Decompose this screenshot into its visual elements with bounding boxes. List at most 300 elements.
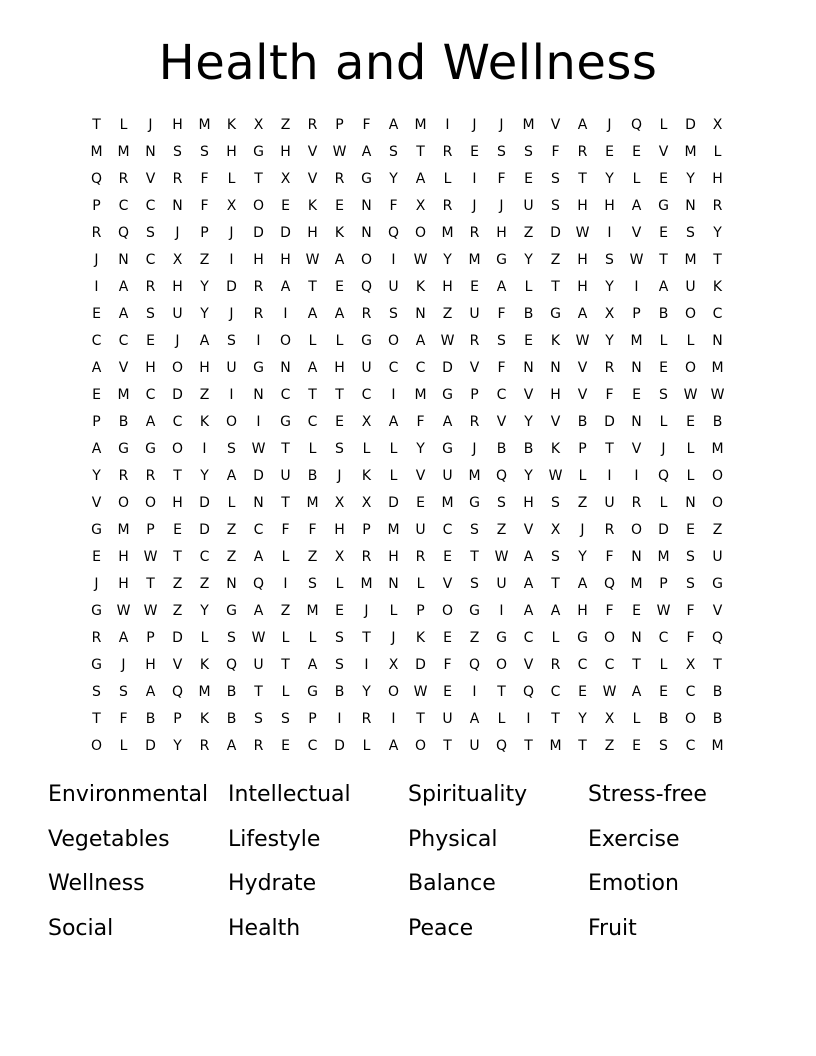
grid-letter: I	[607, 468, 612, 484]
grid-letter: S	[497, 495, 506, 511]
grid-letter: H	[280, 252, 291, 268]
grid-letter: M	[90, 144, 103, 160]
grid-letter: L	[632, 711, 641, 727]
grid-letter: E	[632, 387, 641, 403]
grid-letter: E	[146, 333, 155, 349]
word-list	[48, 775, 768, 953]
grid-letter: R	[442, 198, 453, 214]
grid-letter: W	[440, 333, 455, 349]
grid-letter: L	[200, 630, 209, 646]
grid-letter: M	[711, 441, 724, 457]
grid-letter: G	[469, 603, 480, 619]
grid-letter: A	[496, 279, 507, 295]
grid-letter: C	[199, 549, 210, 565]
grid-letter: D	[334, 738, 345, 754]
grid-letter: H	[226, 144, 237, 160]
grid-letter: G	[118, 441, 129, 457]
grid-letter: A	[334, 306, 345, 322]
grid-letter: M	[117, 387, 130, 403]
grid-letter: L	[389, 441, 398, 457]
grid-letter: O	[225, 414, 238, 430]
grid-letter: Z	[577, 495, 588, 511]
grid-letter: S	[470, 576, 479, 592]
grid-letter: G	[91, 603, 102, 619]
grid-letter: K	[199, 657, 210, 673]
grid-letter: E	[443, 549, 452, 565]
grid-letter: B	[496, 441, 507, 457]
grid-letter: V	[469, 360, 480, 376]
word-list-item: Peace	[408, 915, 474, 941]
grid-letter: P	[659, 576, 668, 592]
grid-letter: Y	[578, 549, 587, 565]
grid-letter: S	[200, 144, 209, 160]
grid-letter: G	[442, 441, 453, 457]
grid-letter: S	[551, 495, 560, 511]
grid-letter: T	[335, 387, 344, 403]
grid-letter: W	[251, 630, 266, 646]
grid-letter: C	[604, 657, 615, 673]
grid-letter: T	[713, 252, 722, 268]
grid-letter: X	[361, 495, 372, 511]
grid-letter: T	[578, 171, 587, 187]
grid-letter: E	[281, 198, 290, 214]
grid-letter: P	[416, 603, 425, 619]
grid-letter: B	[226, 711, 237, 727]
grid-letter: Y	[200, 306, 209, 322]
grid-letter: A	[523, 549, 534, 565]
grid-letter: S	[551, 549, 560, 565]
grid-letter: D	[172, 387, 183, 403]
grid-letter: F	[362, 117, 371, 133]
grid-letter: Z	[523, 225, 534, 241]
grid-letter: A	[388, 414, 399, 430]
grid-letter: M	[630, 576, 643, 592]
grid-letter: D	[550, 225, 561, 241]
grid-letter: U	[280, 468, 291, 484]
grid-letter: T	[92, 117, 101, 133]
grid-letter: A	[307, 657, 318, 673]
grid-letter: O	[144, 495, 157, 511]
grid-letter: A	[415, 333, 426, 349]
grid-letter: L	[659, 657, 668, 673]
grid-letter: H	[523, 495, 534, 511]
grid-letter: I	[229, 252, 234, 268]
grid-letter: T	[92, 711, 101, 727]
grid-letter: K	[550, 441, 561, 457]
grid-letter: A	[469, 711, 480, 727]
word-list-item: Exercise	[588, 826, 680, 852]
grid-row	[83, 571, 731, 598]
grid-letter: Z	[604, 738, 615, 754]
grid-letter: W	[413, 252, 428, 268]
grid-letter: C	[145, 252, 156, 268]
grid-letter: D	[145, 738, 156, 754]
grid-letter: T	[659, 252, 668, 268]
grid-letter: V	[523, 522, 534, 538]
grid-letter: Y	[362, 684, 371, 700]
grid-letter: S	[227, 333, 236, 349]
grid-letter: Y	[524, 414, 533, 430]
grid-letter: R	[361, 306, 372, 322]
grid-letter: H	[199, 360, 210, 376]
word-list-item: Physical	[408, 826, 498, 852]
grid-row	[83, 463, 731, 490]
grid-letter: W	[575, 225, 590, 241]
grid-row	[83, 490, 731, 517]
grid-letter: N	[361, 198, 372, 214]
grid-letter: J	[229, 225, 234, 241]
grid-letter: R	[361, 711, 372, 727]
grid-letter: A	[118, 279, 129, 295]
grid-letter: Q	[387, 225, 400, 241]
grid-letter: Q	[90, 171, 103, 187]
word-list-item: Intellectual	[228, 782, 351, 807]
grid-letter: E	[335, 198, 344, 214]
grid-letter: J	[391, 630, 396, 646]
grid-letter: R	[604, 360, 615, 376]
word-list-item: Environmental	[48, 782, 209, 807]
grid-letter: H	[577, 279, 588, 295]
grid-letter: L	[281, 630, 290, 646]
grid-letter: N	[415, 306, 426, 322]
grid-letter: N	[712, 333, 723, 349]
grid-row	[83, 220, 731, 247]
grid-letter: X	[550, 522, 561, 538]
grid-letter: B	[523, 441, 534, 457]
grid-letter: E	[173, 522, 182, 538]
grid-letter: X	[253, 117, 264, 133]
grid-letter: Z	[226, 549, 237, 565]
grid-letter: A	[253, 549, 264, 565]
grid-letter: L	[119, 738, 128, 754]
grid-row	[83, 328, 731, 355]
grid-letter: Y	[200, 279, 209, 295]
grid-letter: P	[200, 225, 209, 241]
grid-letter: M	[684, 252, 697, 268]
grid-letter: Q	[603, 576, 616, 592]
grid-letter: Z	[280, 603, 291, 619]
grid-letter: A	[118, 306, 129, 322]
grid-letter: Q	[630, 117, 643, 133]
grid-letter: L	[227, 495, 236, 511]
grid-letter: I	[391, 711, 396, 727]
grid-letter: V	[523, 657, 534, 673]
grid-letter: W	[413, 684, 428, 700]
grid-letter: U	[415, 522, 426, 538]
grid-letter: C	[118, 333, 129, 349]
grid-letter: D	[604, 414, 615, 430]
grid-row	[83, 112, 731, 139]
grid-letter: C	[658, 630, 669, 646]
grid-letter: Z	[199, 252, 210, 268]
grid-letter: T	[416, 144, 425, 160]
grid-letter: M	[468, 252, 481, 268]
grid-letter: R	[253, 738, 264, 754]
grid-row	[83, 436, 731, 463]
grid-letter: I	[229, 387, 234, 403]
grid-letter: K	[415, 279, 426, 295]
grid-letter: P	[335, 117, 344, 133]
grid-letter: T	[254, 684, 263, 700]
grid-letter: D	[226, 279, 237, 295]
grid-letter: L	[308, 441, 317, 457]
grid-row	[83, 706, 731, 733]
grid-letter: C	[145, 198, 156, 214]
grid-letter: J	[472, 117, 477, 133]
grid-row	[83, 517, 731, 544]
grid-letter: T	[605, 441, 614, 457]
grid-letter: A	[145, 684, 156, 700]
grid-letter: V	[577, 387, 588, 403]
grid-letter: L	[335, 576, 344, 592]
grid-letter: V	[577, 360, 588, 376]
word-list-item: Hydrate	[228, 871, 317, 896]
grid-letter: N	[118, 252, 129, 268]
grid-letter: R	[442, 144, 453, 160]
grid-letter: R	[415, 549, 426, 565]
grid-letter: A	[415, 171, 426, 187]
grid-letter: N	[361, 225, 372, 241]
grid-letter: V	[496, 414, 507, 430]
grid-letter: V	[631, 441, 642, 457]
grid-letter: E	[659, 360, 668, 376]
grid-letter: S	[281, 711, 290, 727]
grid-letter: E	[524, 171, 533, 187]
grid-letter: I	[337, 711, 342, 727]
grid-letter: A	[253, 603, 264, 619]
grid-letter: A	[388, 738, 399, 754]
grid-letter: M	[711, 738, 724, 754]
grid-letter: F	[686, 630, 695, 646]
grid-letter: L	[281, 684, 290, 700]
grid-letter: E	[92, 306, 101, 322]
grid-letter: E	[335, 414, 344, 430]
grid-letter: V	[712, 603, 723, 619]
grid-letter: F	[389, 198, 398, 214]
grid-letter: H	[577, 198, 588, 214]
grid-letter: T	[551, 279, 560, 295]
grid-letter: L	[389, 468, 398, 484]
grid-letter: Q	[360, 279, 373, 295]
grid-letter: S	[497, 333, 506, 349]
grid-letter: Z	[226, 522, 237, 538]
grid-letter: F	[308, 522, 317, 538]
grid-letter: S	[227, 630, 236, 646]
grid-letter: L	[308, 630, 317, 646]
grid-letter: V	[307, 144, 318, 160]
grid-letter: M	[360, 576, 373, 592]
grid-letter: P	[92, 414, 101, 430]
grid-letter: Q	[468, 657, 481, 673]
grid-letter: E	[632, 603, 641, 619]
grid-letter: V	[631, 225, 642, 241]
grid-letter: A	[577, 576, 588, 592]
grid-letter: Y	[524, 468, 533, 484]
grid-letter: E	[659, 225, 668, 241]
grid-letter: U	[361, 360, 372, 376]
grid-letter: S	[659, 738, 668, 754]
grid-letter: F	[200, 171, 209, 187]
grid-letter: B	[577, 414, 588, 430]
grid-letter: D	[415, 657, 426, 673]
grid-letter: L	[524, 279, 533, 295]
grid-letter: R	[118, 468, 129, 484]
grid-letter: E	[686, 414, 695, 430]
grid-letter: O	[630, 522, 643, 538]
grid-letter: G	[91, 657, 102, 673]
grid-letter: J	[580, 522, 585, 538]
grid-letter: F	[281, 522, 290, 538]
grid-letter: F	[416, 414, 425, 430]
grid-letter: N	[145, 144, 156, 160]
grid-letter: L	[362, 441, 371, 457]
grid-letter: O	[414, 738, 427, 754]
grid-letter: N	[685, 198, 696, 214]
grid-letter: L	[632, 171, 641, 187]
grid-letter: I	[526, 711, 531, 727]
grid-letter: E	[524, 333, 533, 349]
grid-letter: L	[686, 333, 695, 349]
grid-letter: H	[280, 144, 291, 160]
grid-letter: Z	[712, 522, 723, 538]
grid-letter: Q	[657, 468, 670, 484]
grid-letter: L	[686, 441, 695, 457]
grid-letter: T	[281, 441, 290, 457]
grid-letter: E	[416, 495, 425, 511]
grid-letter: A	[226, 738, 237, 754]
grid-letter: X	[604, 711, 615, 727]
grid-letter: O	[414, 225, 427, 241]
grid-letter: H	[577, 603, 588, 619]
grid-letter: S	[686, 549, 695, 565]
grid-letter: T	[443, 738, 452, 754]
grid-letter: O	[387, 684, 400, 700]
grid-letter: O	[90, 738, 103, 754]
grid-letter: J	[364, 603, 369, 619]
grid-letter: J	[175, 225, 180, 241]
grid-letter: U	[685, 279, 696, 295]
grid-letter: J	[94, 576, 99, 592]
grid-letter: O	[360, 252, 373, 268]
grid-letter: H	[388, 549, 399, 565]
grid-letter: K	[361, 468, 372, 484]
grid-letter: M	[441, 495, 454, 511]
grid-letter: X	[334, 549, 345, 565]
grid-letter: U	[172, 306, 183, 322]
grid-letter: N	[226, 576, 237, 592]
grid-letter: X	[685, 657, 696, 673]
grid-letter: U	[226, 360, 237, 376]
grid-letter: Z	[496, 522, 507, 538]
grid-letter: U	[253, 657, 264, 673]
grid-letter: H	[172, 279, 183, 295]
grid-letter: A	[631, 198, 642, 214]
grid-row	[83, 301, 731, 328]
grid-letter: A	[631, 684, 642, 700]
grid-letter: F	[497, 360, 506, 376]
grid-letter: Q	[252, 576, 265, 592]
grid-letter: T	[470, 549, 479, 565]
grid-letter: G	[361, 333, 372, 349]
grid-letter: M	[657, 549, 670, 565]
grid-letter: V	[523, 387, 534, 403]
grid-letter: C	[280, 387, 291, 403]
grid-letter: I	[634, 468, 639, 484]
grid-letter: P	[470, 387, 479, 403]
grid-letter: U	[469, 738, 480, 754]
grid-letter: N	[631, 360, 642, 376]
grid-letter: B	[712, 414, 723, 430]
grid-letter: N	[631, 549, 642, 565]
grid-letter: A	[550, 603, 561, 619]
grid-letter: X	[415, 198, 426, 214]
grid-letter: K	[199, 414, 210, 430]
grid-letter: N	[388, 576, 399, 592]
grid-letter: R	[145, 279, 156, 295]
grid-letter: O	[117, 495, 130, 511]
grid-letter: Z	[172, 603, 183, 619]
grid-letter: L	[119, 117, 128, 133]
grid-letter: E	[632, 738, 641, 754]
grid-letter: N	[253, 387, 264, 403]
grid-letter: Z	[307, 549, 318, 565]
grid-letter: K	[334, 225, 345, 241]
grid-letter: H	[577, 252, 588, 268]
grid-letter: F	[686, 603, 695, 619]
grid-letter: I	[472, 171, 477, 187]
grid-letter: H	[604, 198, 615, 214]
grid-letter: D	[280, 225, 291, 241]
grid-letter: S	[551, 198, 560, 214]
grid-letter: J	[607, 117, 612, 133]
grid-letter: G	[712, 576, 723, 592]
grid-letter: W	[143, 549, 158, 565]
word-list-item: Wellness	[48, 871, 145, 896]
grid-letter: H	[496, 225, 507, 241]
grid-letter: G	[658, 198, 669, 214]
grid-letter: T	[362, 630, 371, 646]
grid-letter: C	[253, 522, 264, 538]
grid-letter: X	[226, 198, 237, 214]
grid-letter: V	[91, 495, 102, 511]
grid-letter: G	[496, 252, 507, 268]
grid-letter: M	[414, 117, 427, 133]
grid-letter: L	[578, 468, 587, 484]
grid-letter: Y	[605, 171, 614, 187]
grid-letter: N	[172, 198, 183, 214]
grid-letter: M	[117, 522, 130, 538]
grid-letter: L	[227, 171, 236, 187]
grid-letter: D	[199, 495, 210, 511]
grid-letter: A	[307, 360, 318, 376]
grid-letter: G	[91, 522, 102, 538]
grid-letter: Q	[117, 225, 130, 241]
grid-letter: B	[658, 711, 669, 727]
grid-letter: I	[391, 387, 396, 403]
grid-letter: A	[91, 441, 102, 457]
grid-letter: J	[148, 117, 153, 133]
grid-letter: P	[146, 522, 155, 538]
grid-letter: F	[497, 171, 506, 187]
grid-letter: I	[283, 306, 288, 322]
grid-letter: X	[604, 306, 615, 322]
grid-letter: Q	[495, 468, 508, 484]
grid-letter: X	[172, 252, 183, 268]
grid-letter: M	[387, 522, 400, 538]
grid-letter: W	[116, 603, 131, 619]
grid-letter: D	[253, 468, 264, 484]
grid-letter: A	[577, 117, 588, 133]
